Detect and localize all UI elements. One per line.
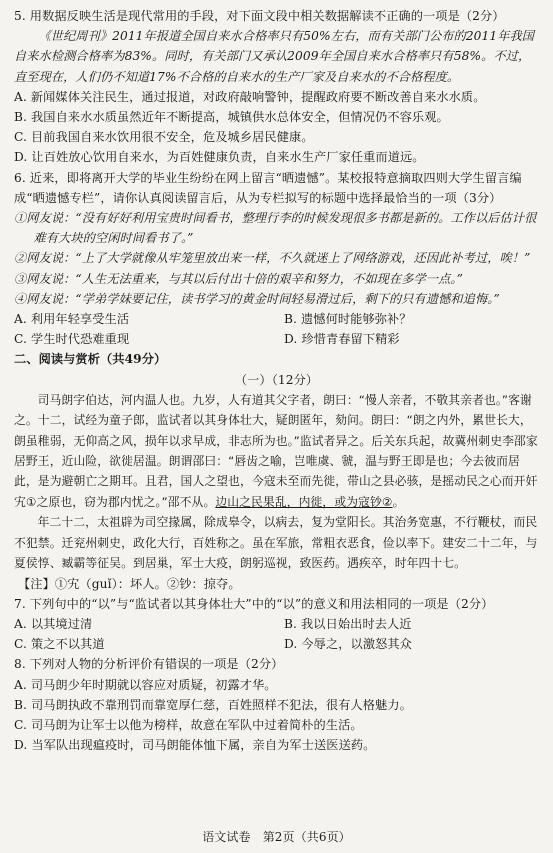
q5-text: 《世纪周刊》2011年报道全国自来水合格率只有50%左右，而有关部门公布的2011年我国自来水检测合格率为83%。同时，有关部门又承认2009年全国自来水合格率只有58%。不过，直至现在，人们仍不知道17%不合格的自来水的生产厂家及自来水的不合格程度。 [14,29,535,84]
q6-item-4: ④网友说：“学弟学妹要记住，读书学习的黄金时间轻易滑过后，剩下的只有遗憾和追悔。” [14,291,500,306]
q6-option-d: D. 珍惜青春留下精彩 [284,332,400,347]
q5-option-b: B. 我国自来水水质虽然近年不断提高，城镇供水总体安全，但情况仍不容乐观。 [14,110,449,125]
page-footer: 语文试卷 第2页（共6页） [202,829,351,844]
q5-option-d: D. 让百姓放心饮用自来水，为百姓健康负责，自来水生产厂家任重而道远。 [14,150,425,165]
passage-p1-text: 司马朗字伯达，河内温人也。九岁，人有道其父字者，朗曰：“慢人亲者，不敬其亲者也。”客谢之。十二，试经为童子郎，监试者以其身体壮大，疑朗匿年，劾问。朗曰：“朗之内外，累世长大，朗虽稚弱，无仰高之风，损年以求早成，非志所为也。”监试者异之。后关东兵起，故冀州刺史李邵家居野王，近山险，欲徙居温。朗谓邵曰：“唇齿之喻，岂唯虞、虢，温与野王即是也；今去彼而居此，是为避朝亡之期耳。且君，国人之望也，今寇未至而先徙，带山之县必骇，是摇动民之心而开奸宄①之原也，窃为郡内忧之。”邵不从。 [14,392,538,509]
q5-option-c: C. 目前我国自来水饮用很不安全，危及城乡居民健康。 [14,130,314,145]
passage-p1-end: 。 [392,494,405,509]
q8-option-d: D. 当军队出现瘟疫时，司马朗能体恤下属，亲自为军士送医送药。 [14,738,376,753]
q8-option-b: B. 司马朗执政不靠刑罚而靠宽厚仁慈，百姓照样不犯法，很有人格魅力。 [14,697,412,712]
q6-option-b: B. 遗憾何时能够弥补？ [284,312,412,327]
q6-stem: 6. 近来，即将离开大学的毕业生纷纷在网上留言“晒遗憾”。某校报特意摘取四则大学生留言编成“晒遗憾专栏”，请你认真阅读留言后，从为专栏拟写的标题中选择最恰当的一项（3分） [14,170,522,205]
q7-option-b: B. 我以日始出时去人近 [284,616,412,631]
q5-option-a: A. 新闻媒体关注民生，通过报道，对政府敲响警钟，提醒政府要不断改善自来水水质。 [14,89,486,104]
q6-item-1: ①网友说：“没有好好利用宝贵时间看书，整理行李的时候发现很多书都是新的。工作以后估计很难有大块的空闲时间看书了。” [14,211,537,246]
q6-item-2: ②网友说：“上了大学就像从牢笼里放出来一样，不久就迷上了网络游戏，还因此补考过，唉！” [14,251,531,266]
q7-option-c: C. 策之不以其道 [14,637,105,652]
q6-option-a: A. 利用年轻享受生活 [14,312,130,327]
section-subtitle: （一）（12分） [234,372,319,387]
passage-paragraph-1 [14,390,539,512]
q8-option-c: C. 司马朗为让军士以他为榜样，故意在军队中过着简朴的生活。 [14,717,363,732]
q6-option-c: C. 学生时代恐难重现 [14,332,130,347]
q5-stem: 5. 用数据反映生活是现代常用的手段，对下面文段中相关数据解读不正确的一项是（2分） [14,9,505,23]
q7-option-a: A. 以其境过清 [14,616,93,631]
passage-paragraph-2: 年二十二，太祖辟为司空掾属，除成皋令，以病去，复为堂阳长。其治务宽惠，不行鞭杖，而民不犯禁。迁兖州刺史，政化大行，百姓称之。虽在军旅，常粗衣恶食，俭以率下。建安二十二年，与夏侯惇、臧霸等征吴。到居巢，军士大疫，朗躬巡视，致医药。遇疾卒，时年四十七。 [14,515,538,571]
q7-option-d: D. 今辱之，以激怒其众 [284,637,412,652]
q7-options-row-1 [14,614,539,634]
passage-note: 【注】①宄（guǐ）：坏人。②钞：掠夺。 [18,576,241,591]
q6-options-row-1 [14,309,539,329]
q8-stem: 8. 下列对人物的分析评价有错误的一项是（2分） [14,657,284,672]
q7-options-row-2 [14,634,539,654]
q6-item-3: ③网友说：“人生无法重来，与其以后付出十倍的艰辛和努力，不如现在多学一点。” [14,271,463,286]
passage-underlined-sentence: 边山之民果乱，内徙，或为寇钞② [215,494,393,509]
q7-stem: 7. 下列句中的“以”与“监试者以其身体壮大”中的“以”的意义和用法相同的一项是（2分） [14,596,494,611]
q6-options-row-2 [14,329,539,349]
q8-option-a: A. 司马朗少年时期就以容应对质疑，初露才华。 [14,677,277,692]
section-title: 二、阅读与赏析（共49分） [14,352,167,367]
